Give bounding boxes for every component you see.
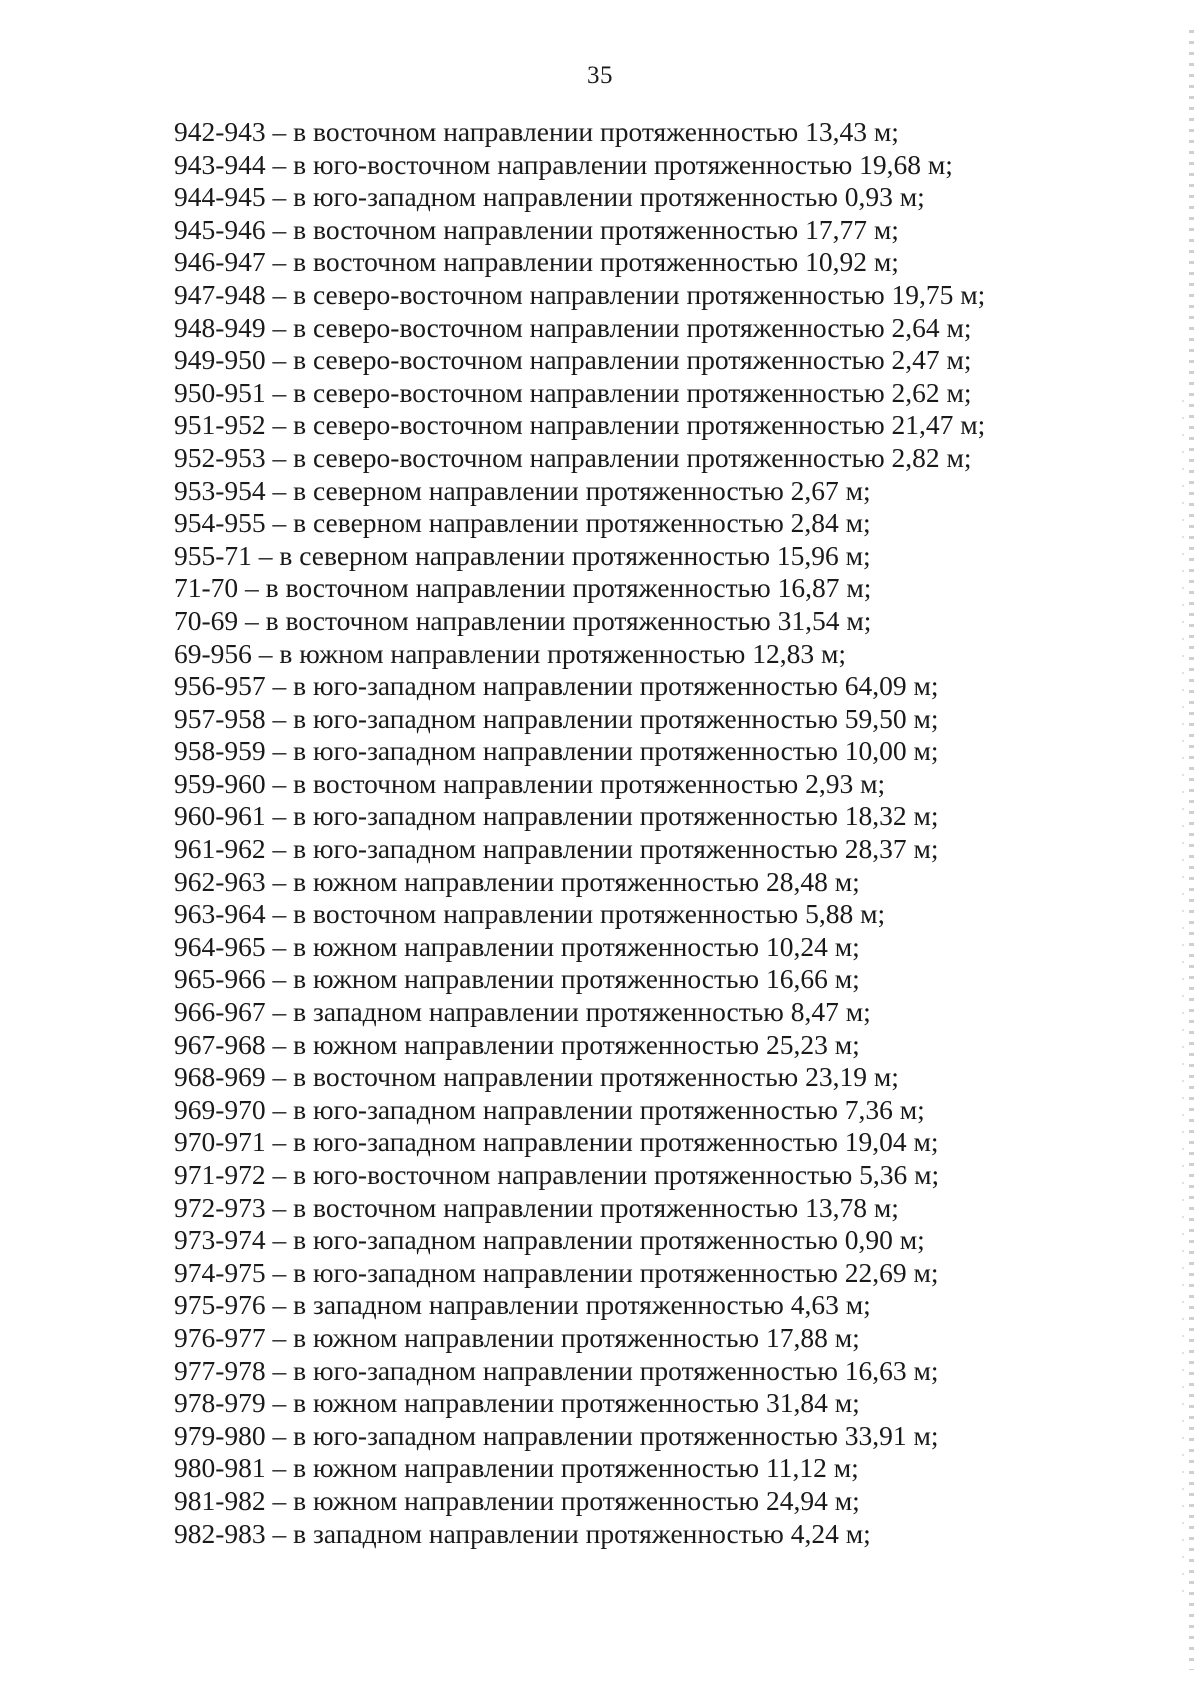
segment-line: 968-969 – в восточном направлении протяженностью 23,19 м; bbox=[174, 1061, 899, 1093]
segment-line: 978-979 – в южном направлении протяженностью 31,84 м; bbox=[174, 1387, 860, 1419]
segment-line: 958-959 – в юго-западном направлении протяженностью 10,00 м; bbox=[174, 735, 939, 767]
segment-line: 982-983 – в западном направлении протяженностью 4,24 м; bbox=[174, 1517, 871, 1549]
segment-line: 960-961 – в юго-западном направлении протяженностью 18,32 м; bbox=[174, 800, 939, 832]
segment-line: 71-70 – в восточном направлении протяженностью 16,87 м; bbox=[174, 572, 872, 604]
scan-edge-artifact bbox=[1189, 30, 1194, 1670]
segment-line: 979-980 – в юго-западном направлении протяженностью 33,91 м; bbox=[174, 1419, 939, 1451]
segment-line: 974-975 – в юго-западном направлении протяженностью 22,69 м; bbox=[174, 1256, 939, 1288]
segment-line: 954-955 – в северном направлении протяженностью 2,84 м; bbox=[174, 507, 871, 539]
segment-line: 952-953 – в северо-восточном направлении протяженностью 2,82 м; bbox=[174, 441, 972, 473]
segment-line: 977-978 – в юго-западном направлении протяженностью 16,63 м; bbox=[174, 1354, 939, 1386]
segment-line: 948-949 – в северо-восточном направлении протяженностью 2,64 м; bbox=[174, 311, 972, 343]
segment-line: 945-946 – в восточном направлении протяженностью 17,77 м; bbox=[174, 213, 899, 245]
segment-line: 950-951 – в северо-восточном направлении протяженностью 2,62 м; bbox=[174, 376, 972, 408]
segment-line: 69-956 – в южном направлении протяженностью 12,83 м; bbox=[174, 637, 847, 669]
segment-line: 965-966 – в южном направлении протяженностью 16,66 м; bbox=[174, 963, 860, 995]
segment-line: 967-968 – в южном направлении протяженностью 25,23 м; bbox=[174, 1028, 860, 1060]
page-number: 35 bbox=[587, 62, 613, 89]
segment-line: 957-958 – в юго-западном направлении протяженностью 59,50 м; bbox=[174, 702, 939, 734]
segment-line: 975-976 – в западном направлении протяженностью 4,63 м; bbox=[174, 1289, 871, 1321]
segment-line: 973-974 – в юго-западном направлении протяженностью 0,90 м; bbox=[174, 1224, 925, 1256]
segment-line: 961-962 – в юго-западном направлении протяженностью 28,37 м; bbox=[174, 833, 939, 865]
segment-line: 956-957 – в юго-западном направлении протяженностью 64,09 м; bbox=[174, 670, 939, 702]
segment-line: 955-71 – в северном направлении протяженностью 15,96 м; bbox=[174, 539, 871, 571]
segment-line: 947-948 – в северо-восточном направлении протяженностью 19,75 м; bbox=[174, 278, 986, 310]
boundary-segments-list bbox=[174, 116, 985, 1550]
segment-line: 949-950 – в северо-восточном направлении протяженностью 2,47 м; bbox=[174, 344, 972, 376]
segment-line: 969-970 – в юго-западном направлении протяженностью 7,36 м; bbox=[174, 1093, 925, 1125]
segment-line: 943-944 – в юго-восточном направлении протяженностью 19,68 м; bbox=[174, 148, 953, 180]
segment-line: 972-973 – в восточном направлении протяженностью 13,78 м; bbox=[174, 1191, 899, 1223]
segment-line: 962-963 – в южном направлении протяженностью 28,48 м; bbox=[174, 865, 860, 897]
segment-line: 953-954 – в северном направлении протяженностью 2,67 м; bbox=[174, 474, 871, 506]
segment-line: 964-965 – в южном направлении протяженностью 10,24 м; bbox=[174, 930, 860, 962]
segment-line: 70-69 – в восточном направлении протяженностью 31,54 м; bbox=[174, 604, 872, 636]
segment-line: 971-972 – в юго-восточном направлении протяженностью 5,36 м; bbox=[174, 1159, 940, 1190]
segment-line: 963-964 – в восточном направлении протяженностью 5,88 м; bbox=[174, 898, 886, 930]
segment-line: 951-952 – в северо-восточном направлении протяженностью 21,47 м; bbox=[174, 409, 986, 441]
segment-line: 981-982 – в южном направлении протяженностью 24,94 м; bbox=[174, 1484, 860, 1516]
segment-line: 970-971 – в юго-западном направлении протяженностью 19,04 м; bbox=[174, 1126, 939, 1158]
segment-line: 980-981 – в южном направлении протяженностью 11,12 м; bbox=[174, 1452, 859, 1484]
segment-line: 966-967 – в западном направлении протяженностью 8,47 м; bbox=[174, 996, 871, 1028]
segment-line: 976-977 – в южном направлении протяженностью 17,88 м; bbox=[174, 1321, 860, 1353]
segment-line: 942-943 – в восточном направлении протяженностью 13,43 м; bbox=[174, 116, 899, 147]
scan-edge-artifact-inner bbox=[1182, 400, 1184, 1600]
segment-line: 946-947 – в восточном направлении протяженностью 10,92 м; bbox=[174, 246, 899, 278]
segment-line: 959-960 – в восточном направлении протяженностью 2,93 м; bbox=[174, 767, 886, 799]
segment-line: 944-945 – в юго-западном направлении протяженностью 0,93 м; bbox=[174, 181, 925, 213]
